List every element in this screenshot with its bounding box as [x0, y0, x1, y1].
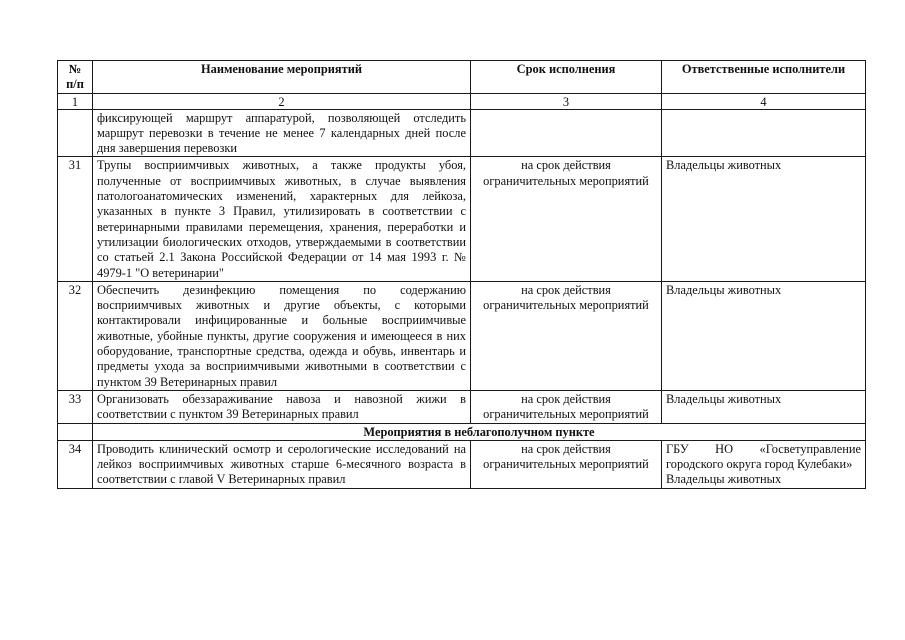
- measure-responsible: Владельцы животных: [662, 157, 866, 281]
- header-num: № п/п: [58, 61, 93, 94]
- measure-responsible: [662, 440, 866, 488]
- column-index-row: [58, 93, 866, 109]
- measure-responsible: Владельцы животных: [662, 281, 866, 390]
- table-row: [58, 440, 866, 488]
- measure-description: Проводить клинический осмотр и серологические исследований на лейкоз восприимчивых животных старше 6-месячного возраста в соответствии с главой V Ветеринарных правил: [93, 440, 471, 488]
- measure-term: [471, 109, 662, 157]
- column-index: 3: [471, 93, 662, 109]
- measure-description: фиксирующей маршрут аппаратурой, позволяющей отследить маршрут перевозки в течение не менее 7 календарных дней после дня завершения перевозки: [93, 109, 471, 157]
- measures-table: [57, 60, 866, 489]
- header-resp: Ответственные исполнители: [662, 61, 866, 94]
- row-number: 34: [58, 440, 93, 488]
- table-header-row: [58, 61, 866, 94]
- table-row: [58, 281, 866, 390]
- column-index: 2: [93, 93, 471, 109]
- row-number: 31: [58, 157, 93, 281]
- section-spacer: [58, 423, 93, 440]
- section-header-row: [58, 423, 866, 440]
- row-number: 32: [58, 281, 93, 390]
- table-row: [58, 157, 866, 281]
- measure-responsible: [662, 109, 866, 157]
- measure-description: Обеспечить дезинфекцию помещения по содержанию восприимчивых животных и другие объекты, с которыми контактировали инфицированные и больные восприимчивые животные, убойные пункты, другие сооружения и имеющееся в них оборудование, транспортные средства, одежда и обувь, инвентарь и предметы ухода за восприимчивыми животными в соответствии с пунктом 39 Ветеринарных правил: [93, 281, 471, 390]
- measure-term: на срок действия ограничительных мероприятий: [471, 281, 662, 390]
- header-name: Наименование мероприятий: [93, 61, 471, 94]
- measure-responsible: Владельцы животных: [662, 390, 866, 423]
- measure-description: Трупы восприимчивых животных, а также продукты убоя, полученные от восприимчивых животных, в случае выявления патологоанатомических изменений, характерных для лейкоза, указанных в пункте 3 Правил, утилизировать в соответствии с ветеринарными правилами перемещения, хранения, переработки и утилизации биологических отходов, утверждаемыми в соответствии со статьей 2.1 Закона Российской Федерации от 14 мая 1993 г. № 4979-1 "О ветеринарии": [93, 157, 471, 281]
- table-row: [58, 390, 866, 423]
- column-index: 4: [662, 93, 866, 109]
- responsible-owners: Владельцы животных: [666, 472, 782, 487]
- row-number: 33: [58, 390, 93, 423]
- measure-term: на срок действия ограничительных мероприятий: [471, 440, 662, 488]
- row-number: [58, 109, 93, 157]
- section-title: Мероприятия в неблагополучном пункте: [93, 423, 866, 440]
- measure-term: на срок действия ограничительных мероприятий: [471, 390, 662, 423]
- column-index: 1: [58, 93, 93, 109]
- header-term: Срок исполнения: [471, 61, 662, 94]
- table-row-continuation: [58, 109, 866, 157]
- responsible-org: ГБУ НО «Госветуправление городского округа город Кулебаки»: [666, 441, 861, 472]
- measure-description: Организовать обеззараживание навоза и навозной жижи в соответствии с пунктом 39 Ветеринарных правил: [93, 390, 471, 423]
- measure-term: на срок действия ограничительных мероприятий: [471, 157, 662, 281]
